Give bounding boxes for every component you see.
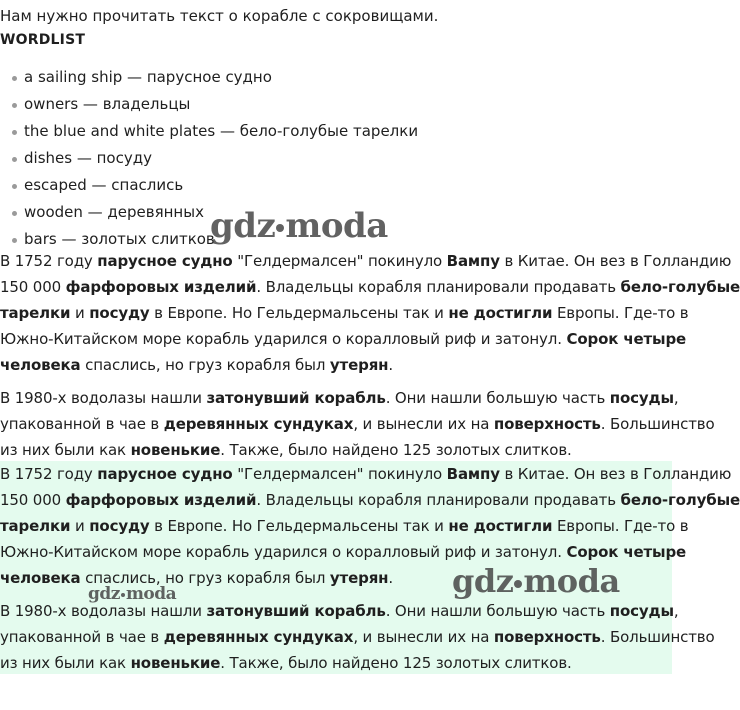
- highlight-term: тарелки: [0, 517, 71, 535]
- wordlist-heading: WORDLIST: [0, 32, 86, 48]
- text-line: человека спаслись, но груз корабля был утерян.: [0, 569, 394, 587]
- text-line: В 1980-х водолазы нашли затонувший корабль. Они нашли большую часть посуды,: [0, 602, 679, 620]
- intro-text: Нам нужно прочитать текст о корабле с сокровищами.: [0, 7, 439, 25]
- highlight-term: поверхность: [493, 415, 601, 433]
- wordlist-item-text: dishes — посуду: [24, 149, 152, 167]
- bullet-icon: [12, 103, 17, 108]
- wordlist-item: [0, 145, 418, 172]
- bullet-icon: [12, 76, 17, 81]
- text-line: В 1980-х водолазы нашли затонувший корабль. Они нашли большую часть посуды,: [0, 389, 679, 407]
- bullet-icon: [12, 238, 17, 243]
- text-line: тарелки и посуду в Европе. Но Гельдермальсены так и не достигли Европы. Где-то в: [0, 304, 689, 322]
- highlight-term: посуды: [609, 389, 674, 407]
- highlight-term: утерян: [329, 569, 389, 587]
- highlight-term: фарфоровых изделий: [65, 491, 257, 509]
- highlight-term: поверхность: [493, 628, 601, 646]
- highlight-term: посуды: [609, 602, 674, 620]
- highlight-term: парусное судно: [97, 252, 233, 270]
- highlight-term: деревянных сундуках: [163, 415, 354, 433]
- text-line: В 1752 году парусное судно "Гелдермалсен" покинуло Вампу в Китае. Он вез в Голландию: [0, 252, 732, 270]
- wordlist-item-text: the blue and white plates — бело-голубые тарелки: [24, 122, 419, 140]
- wordlist-item: [0, 118, 418, 145]
- story-paragraph-1-highlighted: [0, 461, 740, 591]
- text-line: Южно-Китайском море корабль ударился о коралловый риф и затонул. Сорок четыре: [0, 330, 687, 348]
- highlight-term: новенькие: [130, 441, 221, 459]
- highlight-term: Вампу: [446, 465, 500, 483]
- highlight-term: затонувший корабль: [206, 389, 386, 407]
- wordlist-item-text: bars — золотых слитков: [24, 230, 215, 248]
- text-line: 150 000 фарфоровых изделий. Владельцы корабля планировали продавать бело-голубые: [0, 278, 740, 296]
- wordlist-item-text: wooden — деревянных: [24, 203, 204, 221]
- story-paragraph-2-highlighted: [0, 598, 715, 676]
- highlight-term: деревянных сундуках: [163, 628, 354, 646]
- highlight-term: не достигли: [448, 304, 553, 322]
- wordlist-item-text: escaped — спаслись: [24, 176, 184, 194]
- text-line: тарелки и посуду в Европе. Но Гельдермальсены так и не достигли Европы. Где-то в: [0, 517, 689, 535]
- text-line: из них были как новенькие. Также, было найдено 125 золотых слитков.: [0, 441, 572, 459]
- text-line: В 1752 году парусное судно "Гелдермалсен" покинуло Вампу в Китае. Он вез в Голландию: [0, 465, 732, 483]
- story-paragraph-2: [0, 385, 715, 463]
- wordlist-item: [0, 91, 418, 118]
- watermark-logo: gdz moda: [210, 206, 388, 246]
- wordlist-item-text: owners — владельцы: [24, 95, 191, 113]
- highlight-term: бело-голубые: [620, 278, 740, 296]
- watermark-logo: gdz moda: [452, 562, 620, 600]
- bullet-icon: [12, 184, 17, 189]
- highlight-term: не достигли: [448, 517, 553, 535]
- story-paragraph-1: [0, 248, 740, 378]
- text-line: Южно-Китайском море корабль ударился о коралловый риф и затонул. Сорок четыре: [0, 543, 687, 561]
- highlight-term: новенькие: [130, 654, 221, 672]
- highlight-term: парусное судно: [97, 465, 233, 483]
- highlight-term: посуду: [89, 517, 150, 535]
- wordlist-item: [0, 199, 418, 226]
- bullet-icon: [12, 157, 17, 162]
- highlight-term: Сорок четыре: [566, 543, 687, 561]
- wordlist-item: [0, 172, 418, 199]
- bullet-icon: [12, 211, 17, 216]
- wordlist-item-text: a sailing ship — парусное судно: [24, 68, 272, 86]
- highlight-term: затонувший корабль: [206, 602, 386, 620]
- highlight-term: фарфоровых изделий: [65, 278, 257, 296]
- text-line: упакованной в чае в деревянных сундуках, и вынесли их на поверхность. Большинство: [0, 415, 715, 433]
- bullet-icon: [12, 130, 17, 135]
- text-line: из них были как новенькие. Также, было найдено 125 золотых слитков.: [0, 654, 572, 672]
- text-line: человека спаслись, но груз корабля был утерян.: [0, 356, 394, 374]
- highlight-term: утерян: [329, 356, 389, 374]
- highlight-term: посуду: [89, 304, 150, 322]
- wordlist-item: [0, 64, 418, 91]
- watermark-logo: gdz moda: [88, 584, 177, 604]
- highlight-term: Сорок четыре: [566, 330, 687, 348]
- highlight-term: тарелки: [0, 304, 71, 322]
- wordlist: [0, 64, 418, 253]
- highlight-term: Вампу: [446, 252, 500, 270]
- text-line: 150 000 фарфоровых изделий. Владельцы корабля планировали продавать бело-голубые: [0, 491, 740, 509]
- highlight-term: человека: [0, 569, 81, 587]
- highlight-term: человека: [0, 356, 81, 374]
- highlight-term: бело-голубые: [620, 491, 740, 509]
- text-line: упакованной в чае в деревянных сундуках, и вынесли их на поверхность. Большинство: [0, 628, 715, 646]
